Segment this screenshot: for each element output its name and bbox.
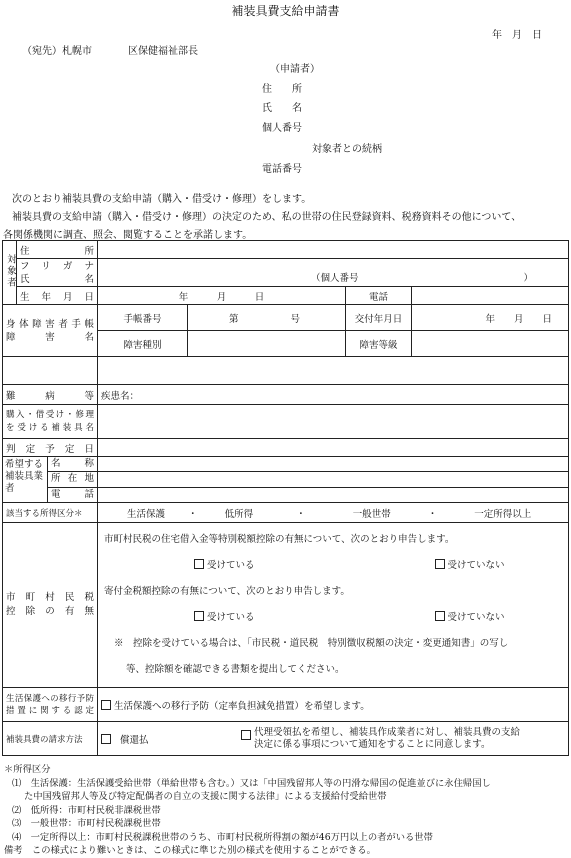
disability-grade-value[interactable] <box>412 331 569 357</box>
claim-label: 補装具費の請求方法 <box>3 722 98 756</box>
tax-label-cell: 市 町 村 民 税 控 除 の 有 無 <box>3 523 98 688</box>
intro-line-1: 次のとおり補装具費の支給申請（購入・借受け・修理）をします。 <box>12 194 312 205</box>
row-income <box>3 503 569 523</box>
name-label-cell: フリガナ 氏 名 <box>17 259 98 287</box>
income-options[interactable]: 生活保護 ・ 低所得 ・ 一般世帯 ・ 一定所得以上 <box>98 503 569 523</box>
row-judgment <box>3 439 569 457</box>
notes <box>4 763 491 858</box>
tax-q1-options: 受けている 受けていない <box>104 553 562 579</box>
target-label-cell: 対象者 <box>3 241 17 305</box>
row-tax <box>3 523 569 688</box>
proxy-receipt-checkbox[interactable] <box>241 730 251 740</box>
birth-value[interactable]: 年 月 日 <box>98 287 346 305</box>
q1-not-receiving-checkbox[interactable] <box>435 559 445 569</box>
tax-question-1: 市町村民税の住宅借入金等特別税額控除の有無について、次のとおり申告します。 <box>104 534 455 545</box>
applicant-phone-label: 電話番号 <box>262 164 302 175</box>
applicant-name-label: 氏 名 <box>262 103 302 114</box>
disability-type-value[interactable] <box>188 331 346 357</box>
phone-value[interactable] <box>412 287 569 305</box>
claim-options: 償還払 代理受領払を希望し、補装具作成業者に対し、補装具費の支給 決定に係る事項について通知をすることに同意します。 <box>98 722 569 756</box>
income-label: 該当する所得区分＊ <box>3 503 98 523</box>
row-birth <box>3 287 569 305</box>
tax-q2-options: 受けている 受けていない <box>104 605 562 631</box>
row-spacer <box>3 357 569 385</box>
address-value[interactable] <box>98 241 569 259</box>
judgment-label: 判 定 予 定 日 <box>3 439 98 457</box>
note-2: ⑵ 低所得：市町村民税非課税世帯 <box>12 804 161 816</box>
phone-label: 電話 <box>346 287 412 305</box>
issue-date-value[interactable]: 年 月 日 <box>412 305 569 331</box>
birth-label: 生 年 月 日 <box>17 287 98 305</box>
disability-grade-label: 障害等級 <box>346 331 412 357</box>
disability-type-label: 障害種別 <box>98 331 188 357</box>
device-value[interactable] <box>98 405 569 439</box>
tax-note-2: 等、控除額を確認できる書類を提出してください。 <box>126 664 345 675</box>
q2-not-receiving-checkbox[interactable] <box>435 611 445 621</box>
address-label: 住 所 <box>17 241 98 259</box>
prevent-label-cell: 生活保護への移行予防 措 置 に 関 す る 認 定 <box>3 688 98 722</box>
reimbursement-checkbox[interactable] <box>101 734 111 744</box>
prevent-option[interactable]: 生活保護への移行予防（定率負担減免措置）を希望します。 <box>98 688 569 722</box>
tax-note-1: ※ 控除を受けている場合は、「市民税・道民税 特別徴収税額の決定・変更通知書」の写し <box>114 638 509 649</box>
addressee-prefix: （宛先）札幌市 <box>22 46 92 57</box>
row-prevent <box>3 688 569 722</box>
addressee-suffix: 区保健福祉部長 <box>128 46 198 57</box>
judgment-value[interactable] <box>98 439 569 457</box>
applicant-mynumber-label: 個人番号 <box>262 123 302 134</box>
applicant-address-label: 住 所 <box>262 84 302 95</box>
row-address <box>3 241 569 259</box>
notes-heading: ＊所得区分 <box>4 764 51 775</box>
row-device <box>3 405 569 439</box>
vendor-label-cell: 希望する補装具業者 名 称 所 在 地 電 話 <box>3 457 98 503</box>
handbook-label-cell: 身体障害者手帳 障 害 名 <box>3 305 98 357</box>
intractable-label: 難 病 等 <box>3 385 98 405</box>
date-line: 年 月 日 <box>492 30 542 41</box>
note-remark: 備考 この様式により難いときは、この様式に準じた別の様式を使用することができる。 <box>4 845 376 856</box>
intro-line-3: 各関係機関に調査、照会、閲覧することを承諾します。 <box>3 230 253 241</box>
q2-receiving-checkbox[interactable] <box>194 611 204 621</box>
tax-question-2: 寄付金税額控除の有無について、次のとおり申告します。 <box>104 586 350 597</box>
name-value[interactable]: （個人番号 ） <box>98 259 569 287</box>
note-1a: ⑴ 生活保護：生活保護受給世帯（単給世帯も含む。）又は「中国残留邦人等の円滑な帰国の促進並びに永住帰国し <box>12 777 491 789</box>
page-title: 補装具費支給申請書 <box>231 4 340 18</box>
note-1b: た中国残留邦人等及び特定配偶者の自立の支援に関する法律」による支援給付受給世帯 <box>24 791 387 802</box>
note-4: ⑷ 一定所得以上：市町村民税課税世帯のうち、市町村民税所得割の額が46万円以上の者がいる世帯 <box>12 831 433 843</box>
tax-cell <box>98 523 569 688</box>
vendor-phone-value[interactable] <box>98 487 569 502</box>
handbook-no-label: 手帳番号 <box>98 305 188 331</box>
vendor-address-value[interactable] <box>98 472 569 487</box>
vendor-name-value[interactable] <box>98 457 569 472</box>
application-table <box>2 240 569 756</box>
intro-line-2: 補装具費の支給申請（購入・借受け・修理）の決定のため、私の世帯の住民登録資料、税務資料その他について、 <box>12 212 522 223</box>
issue-date-label: 交付年月日 <box>346 305 412 331</box>
applicant-heading: （申請者） <box>270 64 320 75</box>
q1-receiving-checkbox[interactable] <box>194 559 204 569</box>
device-label-cell: 購入・借受け・修理 を受ける補装具名 <box>3 405 98 439</box>
row-name <box>3 259 569 287</box>
row-intractable <box>3 385 569 405</box>
prevent-checkbox[interactable] <box>101 700 111 710</box>
applicant-relation-label: 対象者との続柄 <box>312 144 382 155</box>
disease-name-value[interactable]: 疾患名： <box>98 385 569 405</box>
row-handbook-1 <box>3 305 569 331</box>
note-3: ⑶ 一般世帯：市町村民税課税世帯 <box>12 818 161 829</box>
row-claim <box>3 722 569 756</box>
handbook-no-value[interactable]: 第 号 <box>188 305 346 331</box>
row-vendor-name <box>3 457 569 472</box>
